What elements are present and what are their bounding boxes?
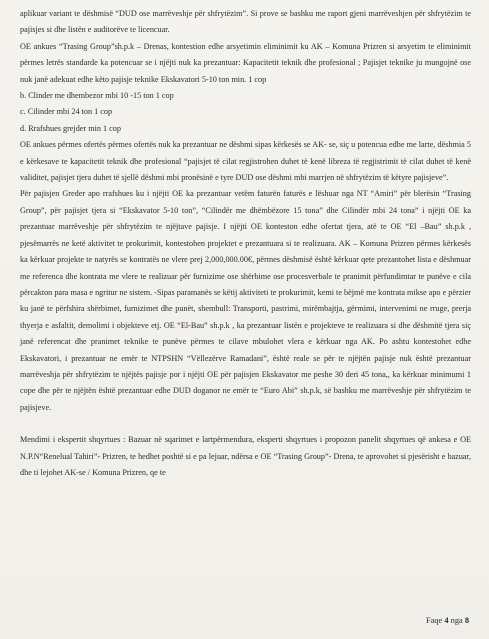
page-label: Faqe bbox=[425, 616, 443, 625]
list-item-d: d. Rrafshues grejder min 1 cop bbox=[20, 123, 121, 133]
document-body bbox=[20, 6, 471, 481]
list-item-c: c. Cilinder mbi 24 ton 1 cop bbox=[20, 107, 113, 117]
page-of-label: nga bbox=[450, 616, 463, 625]
paragraph-greder: Për pajisjen Greder apo rrafshues ku i njëjti OE ka prezantuar vetëm faturën faturës e lëshuar nga NT “Amiri” për blerësin “Trasing Group”, për pajisjet tjera si “Ekskavator 5-10 ton”, “Cilindër me dhëmbëzore 15 tona” dhe Cilindër mbi 24 tona” i njëjti OE ka prezantuar marrëveshje për shfrytëzim te njëjtave pajisje. I njëjti OE konteston edhe ofertat tjera, atë te OE “El –Bau” sh.p.k , pjesëmarrës ne ketë aktivitet te prokurimit, kontestohen projektet e prezantuara si te realizuara. AK – Komuna Prizren përmes kërkesës ka kërkuar projekte te natyrës se kontratës ne vlere prej 2,000,000.00€, përmes dëshmisë është kërkuar qete prezantohet lista e dëshmuar me referenca dhe kontrata me vlere te realizuar për furnizime ose shërbime ose procesverbale te pranimit përfundimtar te punëve e cila përcakton para masa e ngritur ne sistem. -Sipas paramanës se këtij aktiviteti te prokurimit, kemi te bëjmë me kontrata mikse apo e përzier ku janë te përfshira shërbimet, furnizimet dhe punët, shembull: Transporti, pastrimi, mirëmbajtja, gërmimi, intervenimi ne rruge, prerja thyerja e asfaltit, demolimi i objekteve etj. OE “El-Bau” sh.p.k , ka prezantuar listën e projekteve te realizuara si dhe dëshmitë tjera siç janë referencat dhe pranimet teknike te punëve përmes te cilave mbulohet vlera e kërkuar nga AK. Po ashtu kontestohet edhe Ekskavatori, i prezantuar ne emër te NTPSHN “Vëllezërve Ramadani”, është reale se për te njëjtën pajisje nuk është prezantuar marrëveshja për shfrytëzim te njëjtës pajisje por i njëjti OE për pajisjen Ekskavator me peshe 30 deri 45 tona,, ka kërkuar minimumi 1 cope dhe për te njëjtën është prezantuar edhe DUD doganor ne emër te “Euro Abi” sh.p.k, së bashku me marrëveshje për shfrytëzim te pajisjeve. bbox=[20, 189, 471, 412]
paragraph-evidence: OE ankues përmes ofertës përmes ofertës nuk ka prezantuar ne dëshmi sipas kërkesës se AK- se, siç u potencua edhe me larte, dëshmia 5 e kërkesave te kapacitetit teknik dhe profesional “pajisjet të cilat regjistrohen duhet të kenë libreza të regjistrimit të cilat duhet të kenë validitet, pajisjet tjera duhet të sjellë dëshmi mbi pronësinë e tyre DUD ose dëshmi mbi marrjen në shfrytëzim të këtyre pajisjeve”. bbox=[20, 140, 471, 183]
current-page: 4 bbox=[444, 616, 449, 625]
list-item-b: b. Clinder me dhembezor mbi 10 -15 ton 1 cop bbox=[20, 91, 174, 101]
paragraph-spacer bbox=[20, 416, 471, 432]
paragraph-expert-opinion: Mendimi i ekspertit shqyrtues : Bazuar në sqarimet e lartpërmendura, eksperti shqyrtues i propozon panelit shqyrtues që ankesa e OE N.P.N“Renelual Tahiri”- Prizren, te hedhet poshtë si e pa lejuar, ndërsa e OE “Trasing Group”- Drena, te aprovohet si pjesërisht e bazuar, dhe ti lejohet AK-se / Komuna Prizren, qe te bbox=[20, 435, 471, 477]
paragraph-intro: aplikuar variant te dëshmisë “DUD ose marrëveshje për shfrytëzim”. Si prove se bashku me raport gjeni marrëveshjen për shfrytëzim te pajisjes si dhe listën e auditorëve te licencuar. bbox=[20, 9, 471, 35]
paragraph-trasing-complaint: OE ankues “Trasing Group”sh.p.k – Drenas, kontestion edhe arsyetimin eliminimit ku AK – Komuna Prizren si arsyetim te eliminimit përmes letrës standarde ka potencuar se i njëjti nuk ka prezantuar: Kapacitetit teknik dhe profesional ; Pajisjet teknike ju mungojnë ose nuk janë adekuat edhe këto pajisje teknike Ekskavatori 5-10 ton min. 1 cop bbox=[20, 41, 471, 84]
total-pages: 8 bbox=[464, 616, 469, 625]
page-number bbox=[426, 616, 469, 625]
